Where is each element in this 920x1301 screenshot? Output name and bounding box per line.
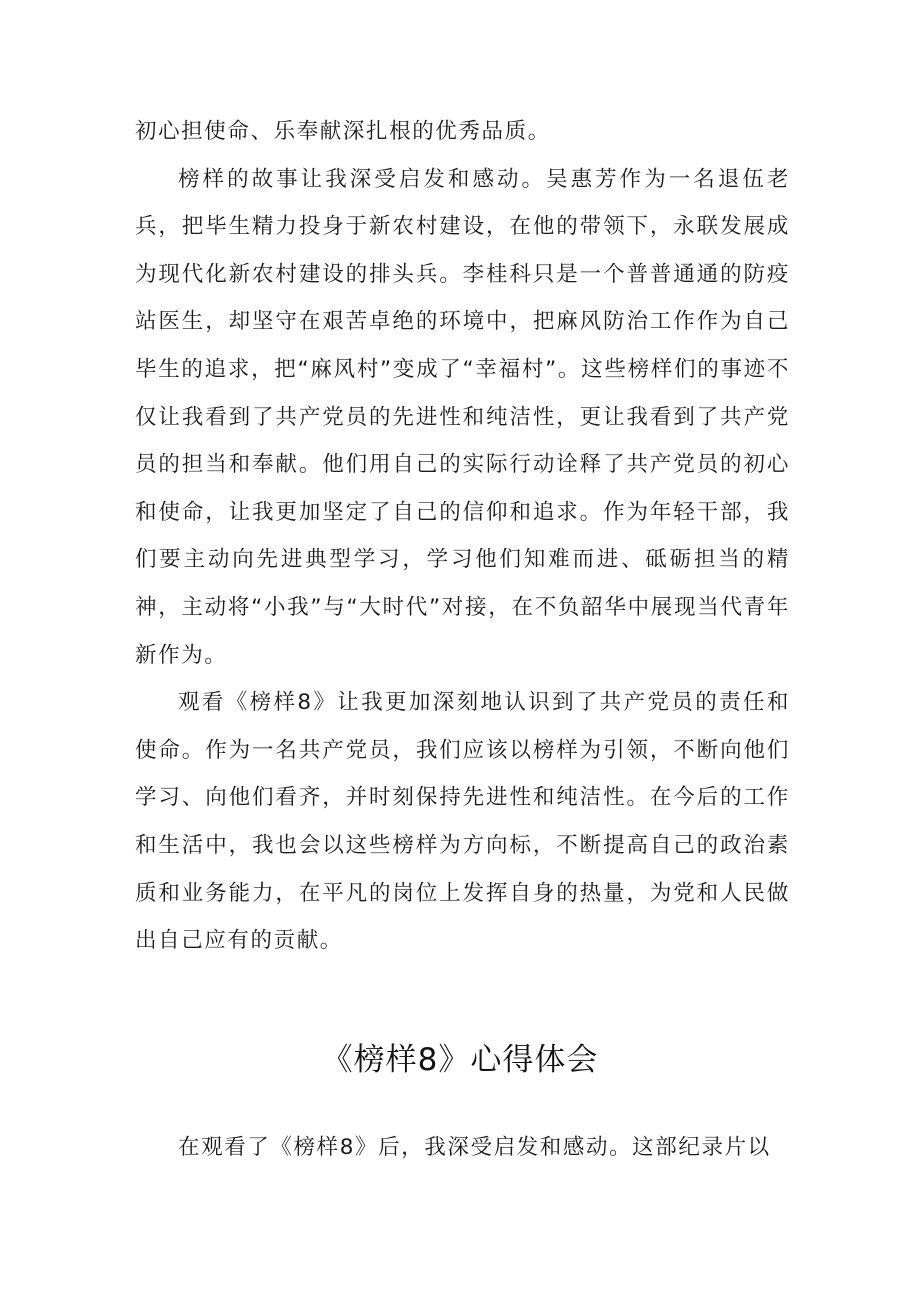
paragraph-role-models: 榜样的故事让我深受启发和感动。吴惠芳作为一名退伍老兵，把毕生精力投身于新农村建设，在他的带领下，永联发展成为现代化新农村建设的排头兵。李桂科只是一个普普通通的防疫站医生，却坚守在艰苦卓绝的环境中，把麻风防治工作作为自己毕生的追求，把“麻风村”变成了“幸福村”。这些榜样们的事迹不仅让我看到了共产党员的先进性和纯洁性，更让我看到了共产党员的担当和奉献。他们用自己的实际行动诠释了共产党员的初心和使命，让我更加坚定了自己的信仰和追求。作为年轻干部，我们要主动向先进典型学习，学习他们知难而进、砥砺担当的精神，主动将“小我”与“大时代”对接，在不负韶华中展现当代青年新作为。 <box>135 166 790 668</box>
section-body <box>135 1124 790 1172</box>
paragraph-continuation: 初心担使命、乐奉献深扎根的优秀品质。 <box>135 119 551 144</box>
paragraph-section-intro: 在观看了《榜样8》后，我深受启发和感动。这部纪录片以 <box>178 1135 771 1160</box>
document-body <box>135 108 790 965</box>
section-title: 《榜样8》心得体会 <box>321 1042 599 1078</box>
paragraph-responsibility: 观看《榜样8》让我更加深刻地认识到了共产党员的责任和使命。作为一名共产党员，我们应该以榜样为引领，不断向他们学习、向他们看齐，并时刻保持先进性和纯洁性。在今后的工作和生活中，我也会以这些榜样为方向标，不断提高自己的政治素质和业务能力，在平凡的岗位上发挥自身的热量，为党和人民做出自己应有的贡献。 <box>135 690 790 954</box>
